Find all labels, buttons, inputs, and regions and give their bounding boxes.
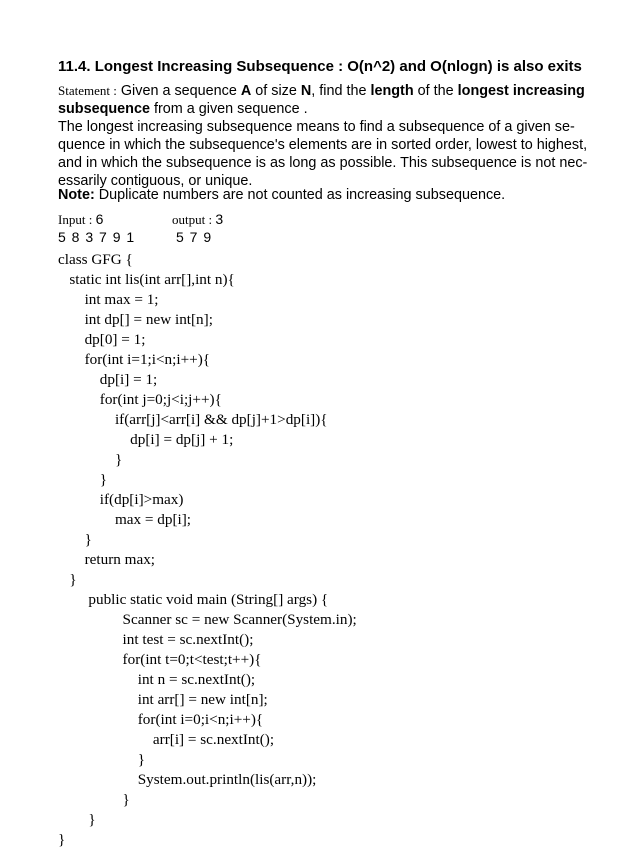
code-block [58,250,357,850]
code-line: return max; [58,551,156,568]
code-line: } [58,831,66,848]
code-line: for(int t=0;t<test;t++){ [58,651,262,668]
statement-label: Statement : [58,83,117,98]
note-paragraph [58,186,588,204]
statement-emphasis-a: A [240,83,252,99]
code-line: int n = sc.nextInt(); [58,671,256,688]
statement-text: Given a sequence [116,83,241,99]
code-line: } [58,811,96,828]
statement-emphasis-length: length [370,83,414,99]
code-line: } [58,791,130,808]
output-count: 3 [215,211,224,227]
code-line: if(dp[i]>max) [58,491,184,508]
code-line: Scanner sc = new Scanner(System.in); [58,611,357,628]
code-line: public static void main (String[] args) { [58,591,329,608]
code-line: int dp[] = new int[n]; [58,311,213,328]
code-line: int max = 1; [58,291,159,308]
code-line: static int lis(int arr[],int n){ [58,271,235,288]
input-count: 6 [95,211,104,227]
code-line: for(int j=0;j<i;j++){ [58,391,222,408]
code-line: } [58,751,146,768]
code-line: class GFG { [58,251,133,268]
code-line: if(arr[j]<arr[i] && dp[j]+1>dp[i]){ [58,411,328,428]
statement-text: of size [251,83,301,99]
output-line [172,211,223,228]
code-line: } [58,571,77,588]
statement-text: from a given sequence . [149,101,308,117]
output-values: 5 7 9 [176,229,213,245]
output-label: output : [172,212,216,227]
statement-text: of the [413,83,458,99]
code-line: int test = sc.nextInt(); [58,631,254,648]
statement-text: , find the [311,83,371,99]
description-line: The longest increasing subsequence means to find a subsequence of a given se- [58,119,575,135]
code-line: } [58,471,108,488]
description-line: essarily contiguous, or unique. [58,173,253,189]
note-text: Duplicate numbers are not counted as increasing subsequence. [94,187,506,203]
code-line: dp[i] = dp[j] + 1; [58,431,234,448]
statement-emphasis-lis: longest increasing subsequence [58,83,585,117]
code-line: int arr[] = new int[n]; [58,691,268,708]
code-line: } [58,451,123,468]
input-line [58,211,103,228]
note-label: Note: [58,187,95,203]
code-line: max = dp[i]; [58,511,192,528]
code-line: for(int i=0;i<n;i++){ [58,711,264,728]
code-line: System.out.println(lis(arr,n)); [58,771,317,788]
section-heading: 11.4. Longest Increasing Subsequence : O(n^2) and O(nlogn) is also exits [58,58,582,75]
input-values: 5 8 3 7 9 1 [58,229,136,245]
code-line: for(int i=1;i<n;i++){ [58,351,211,368]
input-label: Input : [58,212,96,227]
statement-paragraph [58,82,588,118]
code-line: arr[i] = sc.nextInt(); [58,731,275,748]
description-paragraph [58,118,588,190]
code-line: dp[i] = 1; [58,371,158,388]
description-line: quence in which the subsequence's elements are in sorted order, lowest to highest, [58,137,588,153]
description-line: and in which the subsequence is as long as possible. This subsequence is not nec- [58,155,588,171]
code-line: } [58,531,92,548]
code-line: dp[0] = 1; [58,331,146,348]
statement-emphasis-n: N [300,83,312,99]
